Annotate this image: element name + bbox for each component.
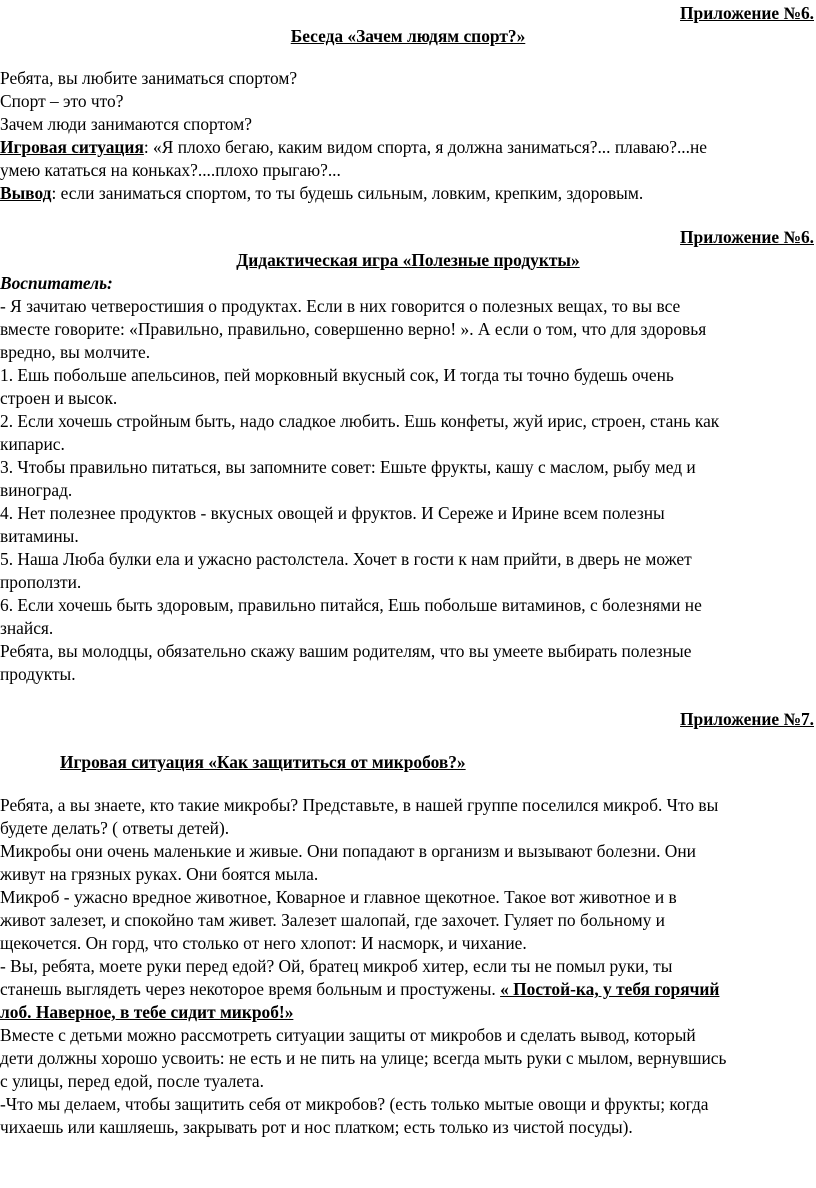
paragraph-line: умею кататься на коньках?....плохо прыгаю?... <box>0 160 341 180</box>
paragraph-line: дети должны хорошо усвоить: не есть и не пить на улице; всегда мыть руки с мылом, вернувшись <box>0 1048 727 1068</box>
paragraph-line: - Я зачитаю четверостишия о продуктах. Если в них говорится о полезных вещах, то вы все <box>0 296 681 316</box>
conclusion-text: : если заниматься спортом, то ты будешь сильным, ловким, крепким, здоровым. <box>51 183 644 203</box>
appendix-heading-3: Приложение №7. <box>680 709 814 729</box>
paragraph-line: Ребята, а вы знаете, кто такие микробы? Представьте, в нашей группе поселился микроб. Что вы <box>0 795 719 815</box>
situation-label: Игровая ситуация <box>0 137 144 157</box>
situation-line <box>0 136 707 160</box>
paragraph-line: - Вы, ребята, моете руки перед едой? Ой, братец микроб хитер, если ты не помыл руки, ты <box>0 956 673 976</box>
paragraph-line: продукты. <box>0 664 76 684</box>
appendix-heading-2: Приложение №6. <box>680 227 814 247</box>
paragraph-line: -Что мы делаем, чтобы защитить себя от микробов? (есть только мытые овощи и фрукты; когда <box>0 1094 709 1114</box>
paragraph-line: с улицы, перед едой, после туалета. <box>0 1071 264 1091</box>
speaker-label: Воспитатель: <box>0 273 113 293</box>
situation-text: : «Я плохо бегаю, каким видом спорта, я должна заниматься?... плаваю?...не <box>143 137 708 157</box>
paragraph-line: щекочется. Он горд, что столько от него хлопот: И насморк, и чихание. <box>0 933 527 953</box>
paragraph-line: проползти. <box>0 572 82 592</box>
paragraph-line: знайся. <box>0 618 54 638</box>
paragraph-line: кипарис. <box>0 434 65 454</box>
paragraph-line: виноград. <box>0 480 73 500</box>
section-title-1: Беседа «Зачем людям спорт?» <box>290 26 526 46</box>
paragraph-line: будете делать? ( ответы детей). <box>0 818 230 838</box>
paragraph-line: строен и высок. <box>0 388 118 408</box>
paragraph-line: Микроб - ужасно вредное животное, Коварное и главное щекотное. Такое вот животное и в <box>0 887 677 907</box>
paragraph-line: вредно, вы молчите. <box>0 342 151 362</box>
paragraph-line: 2. Если хочешь стройным быть, надо сладкое любить. Ешь конфеты, жуй ирис, строен, стань как <box>0 411 720 431</box>
paragraph-line: Ребята, вы любите заниматься спортом? <box>0 68 298 88</box>
emphasis-line: лоб. Наверное, в тебе сидит микроб!» <box>0 1002 294 1022</box>
paragraph-line: 4. Нет полезнее продуктов - вкусных овощей и фруктов. И Сереже и Ирине всем полезны <box>0 503 665 523</box>
emphasis-text: « Постой-ка, у тебя горячий <box>500 979 720 999</box>
paragraph-line: 5. Наша Люба булки ела и ужасно растолстела. Хочет в гости к нам прийти, в дверь не может <box>0 549 692 569</box>
conclusion-line <box>0 182 643 206</box>
mixed-line <box>0 978 719 1002</box>
paragraph-line: живут на грязных руках. Они боятся мыла. <box>0 864 319 884</box>
plain-text: станешь выглядеть через некоторое время больным и простужены. <box>0 979 501 999</box>
appendix-heading-1: Приложение №6. <box>680 3 814 23</box>
paragraph-line: вместе говорите: «Правильно, правильно, совершенно верно! ». А если о том, что для здоровья <box>0 319 707 339</box>
paragraph-line: Зачем люди занимаются спортом? <box>0 114 252 134</box>
paragraph-line: 1. Ешь побольше апельсинов, пей морковный вкусный сок, И тогда ты точно будешь очень <box>0 365 674 385</box>
paragraph-line: 6. Если хочешь быть здоровым, правильно питайся, Ешь побольше витаминов, с болезнями не <box>0 595 702 615</box>
paragraph-line: 3. Чтобы правильно питаться, вы запомните совет: Ешьте фрукты, кашу с маслом, рыбу мед и <box>0 457 696 477</box>
paragraph-line: Ребята, вы молодцы, обязательно скажу вашим родителям, что вы умеете выбирать полезные <box>0 641 692 661</box>
conclusion-label: Вывод <box>0 183 52 203</box>
paragraph-line: витамины. <box>0 526 79 546</box>
paragraph-line: Микробы они очень маленькие и живые. Они попадают в организм и вызывают болезни. Они <box>0 841 696 861</box>
paragraph-line: чихаешь или кашляешь, закрывать рот и нос платком; есть только из чистой посуды). <box>0 1117 633 1137</box>
section-title-3: Игровая ситуация «Как защититься от микробов?» <box>60 752 466 772</box>
paragraph-line: живот залезет, и спокойно там живет. Залезет шалопай, где захочет. Гуляет по больному и <box>0 910 665 930</box>
section-title-2: Дидактическая игра «Полезные продукты» <box>236 250 580 270</box>
paragraph-line: Вместе с детьми можно рассмотреть ситуации защиты от микробов и сделать вывод, который <box>0 1025 696 1045</box>
paragraph-line: Спорт – это что? <box>0 91 124 111</box>
